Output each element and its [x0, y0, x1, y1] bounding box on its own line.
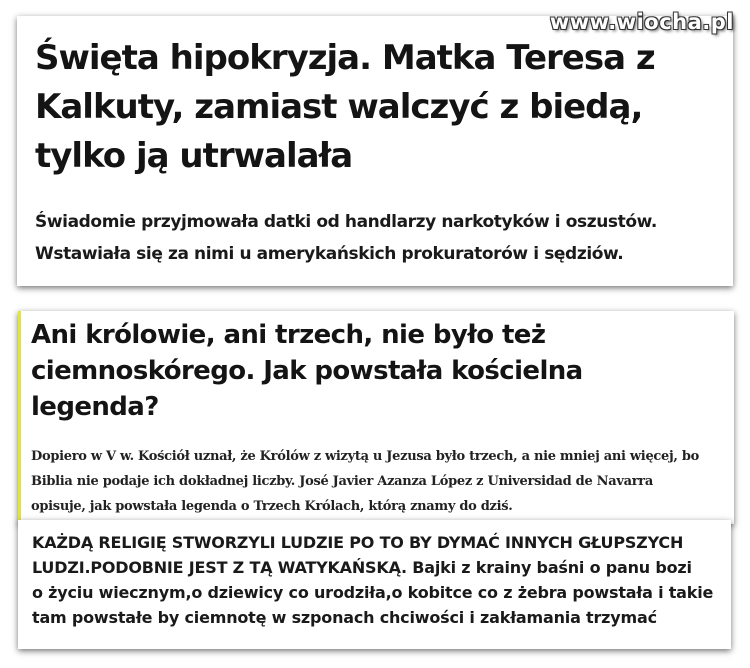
comment-card — [18, 520, 731, 649]
article-card-three-kings — [18, 311, 734, 524]
article-card-mother-teresa — [17, 16, 733, 286]
site-watermark: www.wiocha.pl — [549, 10, 734, 34]
article-headline[interactable] — [31, 317, 721, 425]
headline-line: Ani królowie, ani trzech, nie było też — [31, 320, 546, 350]
article-headline[interactable] — [35, 34, 725, 181]
headline-line: Święta hipokryzja. Matka Teresa z — [35, 38, 655, 78]
comment-line: o życiu wiecznym,o dziewicy co urodziła,o kobitce co z żebra powstała i takie — [32, 583, 714, 602]
article-lead — [35, 206, 725, 270]
lead-line: Dopiero w V w. Kościół uznał, że Królów z wizytą u Jezusa było trzech, a nie mniej ani więcej, bo — [31, 449, 700, 464]
headline-line: tylko ją utrwalała — [35, 136, 353, 176]
headline-line: legenda? — [31, 392, 159, 422]
comment-text — [32, 530, 722, 630]
headline-line: ciemnoskórego. Jak powstała kościelna — [31, 356, 583, 386]
lead-line: opisuje, jak powstała legenda o Trzech Królach, którą znamy do dziś. — [31, 499, 513, 514]
comment-line: tam powstałe by ciemnotę w szponach chciwości i zakłamania trzymać — [32, 608, 657, 627]
article-lead — [31, 444, 721, 519]
lead-line: Wstawiała się za nimi u amerykańskich prokuratorów i sędziów. — [35, 244, 624, 264]
lead-line: Świadomie przyjmowała datki od handlarzy narkotyków i oszustów. — [35, 212, 657, 232]
comment-line: LUDZI.PODOBNIE JEST Z TĄ WATYKAŃSKĄ. Bajki z krainy baśni o panu bozi — [32, 558, 692, 577]
lead-line: Biblia nie podaje ich dokładnej liczby. José Javier Azanza López z Universidad de Navarra — [31, 474, 653, 489]
comment-line: KAŻDĄ RELIGIĘ STWORZYLI LUDZIE PO TO BY DYMAĆ INNYCH GŁUPSZYCH — [32, 533, 684, 552]
headline-line: Kalkuty, zamiast walczyć z biedą, — [35, 87, 643, 127]
